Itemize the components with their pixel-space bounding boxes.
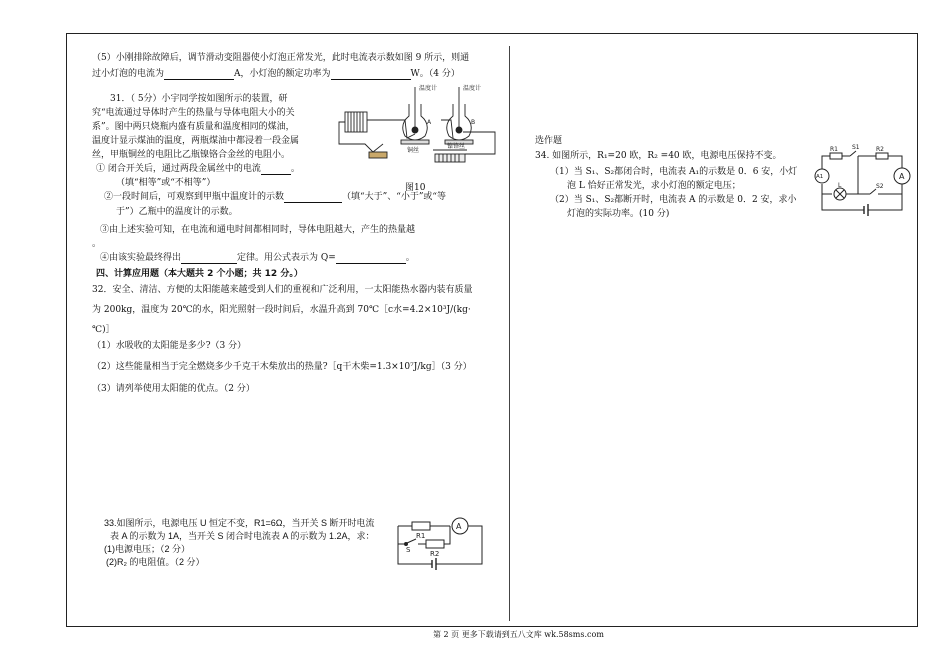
column-divider <box>509 46 510 621</box>
q31-step1: ① 闭合开关后，通过两段金属丝中的电流 。 <box>96 164 300 175</box>
q32-part1: （1）水吸收的太阳能是多少?（3 分） <box>92 341 247 351</box>
c34-r1-label: R1 <box>830 146 838 153</box>
switch-s1-icon <box>850 151 856 156</box>
fig-copper-label: 铜丝 <box>407 147 420 154</box>
fig-therm2-label: 温度计 <box>463 85 482 92</box>
q32-line3: ℃)］ <box>92 325 115 335</box>
r1-resistor-icon <box>412 522 430 530</box>
c33-a-label: A <box>456 522 462 531</box>
r2-resistor-icon <box>876 153 888 159</box>
r1-resistor-icon <box>830 153 842 159</box>
figure-10-apparatus <box>335 82 507 190</box>
q32-part3: （3）请列举使用太阳能的优点。（2 分） <box>92 384 255 394</box>
q31-step4: ④由该实验最终得出 定律。用公式表示为 Q= 。 <box>100 253 415 264</box>
fig-a-label: A <box>427 119 432 126</box>
q31-step3: ③由上述实验可知，在电流和通电时间都相同时，导体电阻越大，产生的热量越 <box>100 225 416 235</box>
c34-l-label: L <box>838 182 842 189</box>
c34-s2-label: S2 <box>876 183 884 190</box>
q32-line2: 为 200kg，温度为 20℃的水，阳光照射一段时间后，水温升高到 70℃［c水=4.2×10³J/(kg· <box>92 305 471 315</box>
q31-line3: 系”。图中两只烧瓶内盛有质量和温度相同的煤油， <box>92 122 295 132</box>
q34-part1-line2: 泡 L 恰好正常发光，求小灯泡的额定电压； <box>567 181 741 191</box>
fig-therm1-label: 温度计 <box>419 85 438 92</box>
q5-line2: 过小灯泡的电流为 A，小灯泡的额定功率为 W。（4 分） <box>92 69 460 80</box>
q34-part1-line1: （1）当 S₁、S₂都闭合时，电流表 A₁的示数是 0．6 安，小灯 <box>550 167 798 177</box>
q31-line2: 究“电流通过导体时产生的热量与导体电阻大小的关 <box>92 108 295 118</box>
q32-line1: 32．安全、清洁、方便的太阳能越来越受到人们的重视和广泛利用，一太阳能热水器内装有质量 <box>92 285 473 295</box>
circuit-34-diagram <box>814 144 918 218</box>
c33-s-label: S <box>406 546 411 554</box>
q31-step2-cont: 于”）乙瓶中的温度计的示数。 <box>116 207 238 217</box>
q34-line1: 34. 如图所示，R₁=20 欧，R₂ =40 欧，电源电压保持不变。 <box>535 151 782 161</box>
q31-step1-hint: （填“相等”或“不相等”） <box>116 178 216 188</box>
q33-line3: (1)电源电压；（2 分） <box>104 544 191 554</box>
q31-line5: 丝，甲瓶铜丝的电阻比乙瓶镍铬合金丝的电阻小。 <box>92 150 291 160</box>
c33-r2-label: R2 <box>430 550 440 558</box>
c33-r1-label: R1 <box>416 532 426 540</box>
q33-line4: (2)R₂ 的电阻值。（2 分） <box>106 557 205 567</box>
q31-step2: ②一段时间后，可观察到甲瓶中温度计的示数 （填“大于”、“小于”或“等 <box>104 192 447 203</box>
switch-s-icon <box>407 539 416 543</box>
flask-b-icon <box>445 87 476 144</box>
q31-step3-end: 。 <box>92 239 102 249</box>
q31-line4: 温度计显示煤油的温度，两瓶煤油中都浸着一段金属 <box>92 136 300 146</box>
q34-part2-line1: （2）当 S₁、S₂都断开时，电流表 A 的示数是 0．2 安，求小 <box>550 195 797 205</box>
section-4-heading: 四、计算应用题（本大题共 2 个小题；共 12 分。） <box>96 269 303 279</box>
q34-part2-line2: 灯泡的实际功率。(10 分) <box>567 209 670 219</box>
circuit-33-diagram <box>392 514 488 570</box>
optional-heading: 选作题 <box>535 136 563 146</box>
c34-a-label: A <box>899 172 905 181</box>
q33-line1: 33.如图所示，电源电压 U 恒定不变，R1=6Ω，当开关 S 断开时电流 <box>104 518 375 528</box>
figure-10-caption: 图10 <box>405 183 426 193</box>
fig-nichrome-label: 镍铬丝 <box>447 143 466 150</box>
fig-b-label: B <box>471 119 476 126</box>
c34-r2-label: R2 <box>876 146 884 153</box>
battery-icon <box>345 112 367 132</box>
flask-a-icon <box>401 87 429 144</box>
c34-s1-label: S1 <box>852 144 860 151</box>
rheostat-icon <box>433 150 467 162</box>
r2-resistor-icon <box>426 540 444 548</box>
c34-a1-label: A1 <box>816 174 824 180</box>
q32-part2: （2）这些能量相当于完全燃烧多少千克干木柴放出的热量?［q干木柴=1.3×10⁷J/kg］（3 分） <box>92 362 472 372</box>
page-footer: 第 2 页 更多下载请到五八文库 wk.58sms.com <box>433 630 604 639</box>
q31-line1: 31．（ 5分）小宇同学按如图所示的装置，研 <box>110 94 288 104</box>
q33-line2: 表 A 的示数为 1A，当开关 S 闭合时电流表 A 的示数为 1.2A，求： <box>110 531 375 541</box>
q5-line1: （5）小刚排除故障后，调节滑动变阻器使小灯泡正常发光，此时电流表示数如图 9 所示，则通 <box>92 53 470 63</box>
